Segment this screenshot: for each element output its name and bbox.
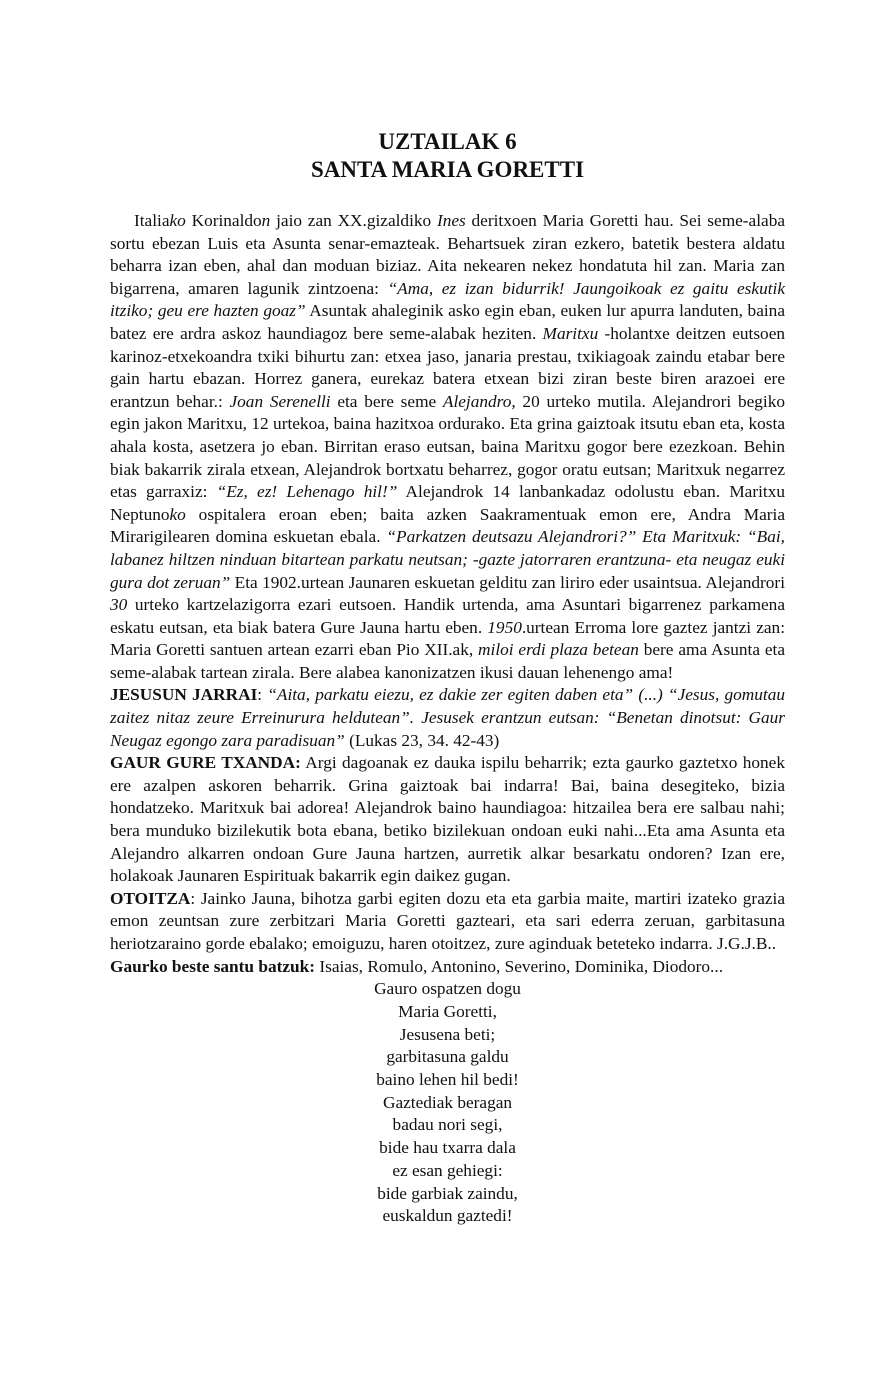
section-label: OTOITZA xyxy=(110,888,191,908)
text-run: Alejandrok 14 lanbankadaz odolustu eban. Maritxu Neptuno xyxy=(110,482,785,524)
poem-line: baino lehen hil bedi! xyxy=(376,1070,519,1089)
italic-text: Joan Serenelli xyxy=(229,391,331,411)
italic-text: miloi erdi plaza betean xyxy=(478,640,639,660)
saint-heading: SANTA MARIA GORETTI xyxy=(310,157,585,182)
text-run: urteko kartzelazigorra ezari eutsoen. Handik urtenda, ama Asuntari bigarrenez parkamena eskatu eutsan, eta biak batera Gure Jauna hartu eben. xyxy=(110,595,785,637)
text-run: Isaias, Romulo, Antonino, Severino, Dominika, Diodoro... xyxy=(315,956,724,976)
text-run: jaio zan XX.gizaldiko xyxy=(270,211,437,230)
italic-text: “Parkatzen deutsazu Alejandrori?” Eta Maritxuk: “Bai, labanez hiltzen ninduan bitartean parkatu neutsan; -gazte jatorraren erantzuna- eta neugaz euki gura dot zeruan” xyxy=(110,527,785,592)
title-block xyxy=(110,128,785,184)
text-run: Italia xyxy=(134,211,170,230)
otoitza-paragraph xyxy=(110,888,785,956)
text-run: bere ama Asunta eta seme-alabak tartean zirala. Bere alabea kanonizatzen ikusi dauan lehenengo ama! xyxy=(110,640,785,682)
text-run: deritxoen Maria Goretti hau. Sei seme-alaba sortu ebezan Luis eta Asunta senar-emazteak. Behartsuek ziran ezkero, batetik bestera aldatu beharra izan eben, ahal dan moduan biziaz. Aita nekearen nekez hondatuta hil zan. Maria zan bigarrena, amaren lagunik zintzoena: xyxy=(110,211,786,298)
poem-line: ez esan gehiegi: xyxy=(392,1160,503,1180)
italic-text: ko xyxy=(169,504,186,524)
poem-line: badau nori segi, xyxy=(392,1115,503,1135)
poem-line: Gaztediak beragan xyxy=(382,1092,513,1112)
italic-text: “Ez, ez! Lehenago hil!” xyxy=(216,482,398,502)
gaur-gure-txanda-paragraph xyxy=(110,752,785,888)
text-run: Eta 1902.urtean Jaunaren eskuetan gelditu zan liriro eder usaintsua. Alejandrori xyxy=(230,572,785,592)
text-run: : Jainko Jauna, bihotza garbi egiten dozu eta eta garbia maite, martiri izateko grazia emon zeuntsan zure zerbitzari Maria Goretti gazteari, eta sari ederra zeruan, garbitasuna heriotzaraino gorde ebalako; emoiguzu, haren otoitzez, zure aginduak beteteko indarra. J.G.J.B.. xyxy=(110,888,785,953)
poem-line: Jesusena beti; xyxy=(399,1024,496,1044)
text-run: .urtean Erroma lore gaztez jantzi zan: Maria Goretti santuen artean ezarri eban Pio XII.ak, xyxy=(110,617,785,660)
poem-line: Maria Goretti, xyxy=(398,1001,497,1021)
section-label: GAUR GURE TXANDA: xyxy=(110,753,301,773)
poem xyxy=(110,978,785,1228)
italic-text: n xyxy=(261,211,271,230)
other-saints-paragraph xyxy=(110,956,785,979)
italic-text: Ines xyxy=(436,211,466,230)
section-label: JESUSUN JARRAI xyxy=(110,685,258,705)
text-run: -holantxe deitzen eutsoen karinoz-etxekoandra txiki bihurtu zan: etxea jaso, janaria prestau, txikiagoak zaindu etabar bere gain hartu ebazan. Horrez ganera, eurekaz batera etxean bizi ziran beste biren arazoei ere erantzun behar.: xyxy=(110,323,785,411)
text-run: ospitalera eroan eben; baita azken Saakramentuak emon ere, Andra Maria Mirarigilearen domina eskuetan ebala. xyxy=(110,504,785,547)
text-run: : xyxy=(257,685,268,705)
italic-text: “Aita, parkatu eiezu, ez dakie zer egiten daben eta” (...) “Jesus, gomutau zaitez nitaz zeure Erreinurura heldutean”. Jesusek erantzun eutsan: “Benetan dinotsut: Gaur Neugaz egongo zara paradisuan” xyxy=(110,685,785,750)
italic-text: “Ama, ez izan bidurrik! Jaungoikoak ez gaitu eskutik itziko; geu ere hazten goaz” xyxy=(110,278,785,321)
poem-line: Gauro ospatzen dogu xyxy=(374,979,521,999)
text-run: (Lukas 23, 34. 42-43) xyxy=(344,730,500,750)
document-page xyxy=(110,128,785,1228)
text-run: eta bere seme xyxy=(330,391,443,411)
poem-line: garbitasuna galdu xyxy=(386,1047,509,1067)
text-run: Asuntak ahaleginik asko egin eban, euken lur apurra landuten, baina batez ere ardra askoz haundiagoz bere seme-alabak heziten. xyxy=(110,301,785,343)
italic-text: ko xyxy=(169,211,186,230)
text-run: Korinaldo xyxy=(185,211,262,230)
date-heading: UZTAILAK 6 xyxy=(378,129,517,154)
jesusun-jarrai-paragraph xyxy=(110,684,785,752)
italic-text: Maritxu xyxy=(542,323,599,343)
italic-text: Alejandro, xyxy=(442,391,516,411)
italic-text: 1950 xyxy=(487,617,522,637)
poem-line: bide hau txarra dala xyxy=(379,1138,516,1158)
poem-line: euskaldun gaztedi! xyxy=(382,1206,513,1226)
italic-text: 30 xyxy=(110,595,128,615)
poem-line: bide garbiak zaindu, xyxy=(377,1183,518,1203)
text-run: 20 urteko mutila. Alejandrori begiko egin jakon Maritxu, 12 urtekoa, baina hazitxoa ordurako. Eta grina gaiztoak itsutu eban eta, kosta ahala kosta, asetzera jo eban. Birritan eraso eutsan, baina Maritxu gogor bere ezezkoan. Behin biak bakarrik zirala etxean, Alejandrok bortxatu beharrez, gogor oratu eutsan; Maritxuk negarrez etas garraxiz: xyxy=(110,391,785,502)
text-run: Argi dagoanak ez dauka ispilu beharrik; ezta gaurko gaztetxo honek ere azalpen askoren beharrik. Grina gaiztoak bai indarra! Bai, baina desegiteko, bizia hondatzeko. Maritxuk bai adorea! Alejandrok baino haundiagoa: hitzailea bera ere salbau nahi; bera munduko bizilekutik bota ebana, betiko bizilekuan ondoan euki nahi...Eta ama Asunta eta Alejandro alkarren ondoan Gure Jauna hartzen, aurretik alkar besarkatu ondoren? Izan ere, holakoak Jaunaren Espirituak bakarrik egin daikez gugan. xyxy=(110,753,785,886)
biography-paragraph xyxy=(110,210,785,684)
section-label: Gaurko beste santu batzuk: xyxy=(110,956,316,976)
